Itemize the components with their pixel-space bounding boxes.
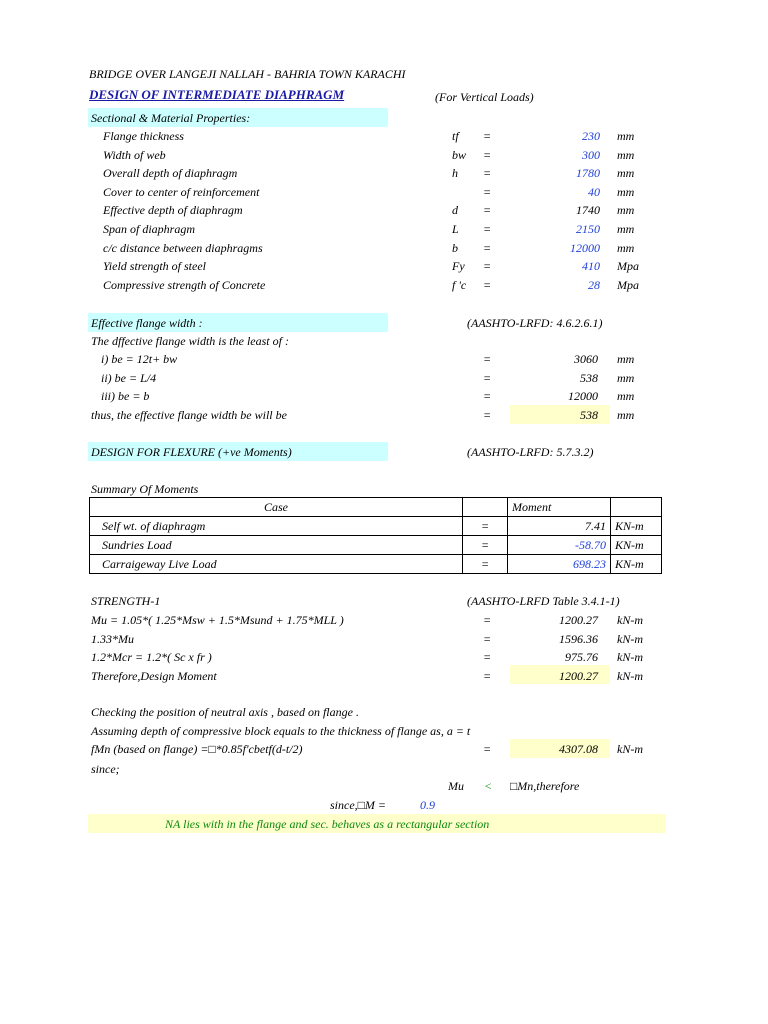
strength-value: 1200.27 bbox=[559, 613, 598, 627]
strength-value: 1200.27 bbox=[559, 668, 598, 683]
table-cell-case: Self wt. of diaphragm bbox=[90, 517, 463, 536]
property-label: Width of web bbox=[103, 147, 166, 162]
property-unit: mm bbox=[617, 184, 635, 199]
strength-eq: = bbox=[483, 613, 492, 627]
property-eq: = bbox=[483, 184, 492, 199]
flange-eq: = bbox=[483, 370, 492, 385]
property-label: Overall depth of diaphragm bbox=[103, 166, 238, 181]
strength-reference: (AASHTO-LRFD Table 3.4.1-1) bbox=[467, 594, 620, 608]
strength-value: 975.76 bbox=[565, 650, 598, 665]
phi-value: 0.9 bbox=[420, 798, 435, 812]
moments-table bbox=[89, 497, 662, 574]
strength-unit: kN-m bbox=[617, 631, 643, 646]
property-label: Cover to center of reinforcement bbox=[103, 184, 260, 199]
table-cell-unit: KN-m bbox=[611, 517, 662, 536]
section-heading-flange: Effective flange width : bbox=[91, 316, 203, 330]
table-cell-case: Sundries Load bbox=[90, 536, 463, 555]
property-value: 40 bbox=[588, 184, 600, 199]
property-unit: mm bbox=[617, 147, 635, 162]
strength-unit: kN-m bbox=[617, 668, 643, 683]
strength-eq: = bbox=[483, 668, 492, 683]
flexure-reference: (AASHTO-LRFD: 5.7.3.2) bbox=[467, 445, 594, 459]
since-phi-label: since,□M = bbox=[330, 798, 386, 812]
property-symbol: bw bbox=[452, 147, 467, 162]
table-header-row bbox=[90, 498, 662, 517]
table-header-case: Case bbox=[90, 498, 463, 517]
strength-heading: STRENGTH-1 bbox=[91, 594, 161, 608]
phimn-therefore: □Mn,therefore bbox=[510, 779, 580, 793]
property-unit: mm bbox=[617, 129, 635, 143]
table-row bbox=[90, 555, 662, 574]
strength-eq: = bbox=[483, 650, 492, 665]
table-cell-unit: KN-m bbox=[611, 555, 662, 574]
table-cell-unit: KN-m bbox=[611, 536, 662, 555]
table-cell-moment: 698.23 bbox=[508, 555, 611, 574]
table-cell-eq: = bbox=[463, 555, 508, 574]
property-label: Compressive strength of Concrete bbox=[103, 277, 266, 292]
property-unit: Mpa bbox=[617, 259, 639, 274]
less-than-symbol: < bbox=[484, 779, 493, 793]
strength-unit: kN-m bbox=[617, 650, 643, 665]
property-eq: = bbox=[483, 222, 492, 236]
property-label: Span of diaphragm bbox=[103, 222, 196, 236]
property-eq: = bbox=[483, 166, 492, 181]
strength-label: Mu = 1.05*( 1.25*Msw + 1.5*Msund + 1.75*MLL ) bbox=[91, 613, 344, 627]
table-cell-eq: = bbox=[463, 536, 508, 555]
section-heading-properties: Sectional & Material Properties: bbox=[91, 111, 251, 125]
flange-value: 3060 bbox=[574, 352, 598, 366]
strength-label: 1.2*Mcr = 1.2*( Sc x fr ) bbox=[91, 650, 212, 665]
property-symbol: f 'c bbox=[452, 277, 467, 292]
property-eq: = bbox=[483, 129, 492, 143]
flange-value: 12000 bbox=[568, 389, 598, 404]
property-symbol: b bbox=[452, 240, 458, 255]
property-unit: mm bbox=[617, 222, 635, 236]
flange-label: i) be = 12t+ bw bbox=[101, 352, 178, 366]
property-value: 1780 bbox=[576, 166, 600, 181]
flange-label: thus, the effective flange width be will be bbox=[91, 407, 287, 422]
property-eq: = bbox=[483, 147, 492, 162]
mu-symbol: Mu bbox=[448, 779, 464, 793]
flange-unit: mm bbox=[617, 389, 635, 404]
since-label: since; bbox=[91, 762, 120, 776]
property-label: Yield strength of steel bbox=[103, 259, 206, 274]
property-value: 1740 bbox=[576, 203, 600, 218]
flange-eq: = bbox=[483, 407, 492, 422]
check-line-1: Checking the position of neutral axis , based on flange . bbox=[91, 705, 359, 719]
flange-value: 538 bbox=[580, 407, 598, 422]
property-symbol: Fy bbox=[452, 259, 465, 274]
table-cell-eq: = bbox=[463, 517, 508, 536]
flange-unit: mm bbox=[617, 370, 635, 385]
table-header-moment: Moment bbox=[508, 498, 611, 517]
flange-eq: = bbox=[483, 389, 492, 404]
flange-eq: = bbox=[483, 352, 492, 366]
check-line-2: Assuming depth of compressive block equals to the thickness of flange as, a = t bbox=[91, 724, 471, 738]
page-subtitle: (For Vertical Loads) bbox=[435, 90, 534, 104]
table-cell-moment: -58.70 bbox=[508, 536, 611, 555]
property-symbol: d bbox=[452, 203, 458, 218]
table-header-unit bbox=[611, 498, 662, 517]
strength-value: 1596.36 bbox=[559, 631, 598, 646]
property-symbol: L bbox=[452, 222, 459, 236]
strength-label: Therefore,Design Moment bbox=[91, 668, 217, 683]
property-eq: = bbox=[483, 203, 492, 218]
table-cell-moment: 7.41 bbox=[508, 517, 611, 536]
table-cell-case: Carraigeway Live Load bbox=[90, 555, 463, 574]
property-unit: mm bbox=[617, 166, 635, 181]
table-header-eq bbox=[463, 498, 508, 517]
property-value: 28 bbox=[588, 277, 600, 292]
project-title: BRIDGE OVER LANGEJI NALLAH - BAHRIA TOWN KARACHI bbox=[89, 67, 406, 81]
property-eq: = bbox=[483, 277, 492, 292]
strength-label: 1.33*Mu bbox=[91, 631, 134, 646]
flange-value: 538 bbox=[580, 370, 598, 385]
flange-unit: mm bbox=[617, 407, 635, 422]
moments-summary-title: Summary Of Moments bbox=[91, 482, 199, 496]
flange-reference: (AASHTO-LRFD: 4.6.2.6.1) bbox=[467, 316, 603, 330]
phimn-unit: kN-m bbox=[617, 742, 643, 756]
strength-eq: = bbox=[483, 631, 492, 646]
flange-label: iii) be = b bbox=[101, 389, 150, 404]
phimn-eq: = bbox=[483, 742, 492, 756]
property-value: 12000 bbox=[570, 240, 600, 255]
property-symbol: tf bbox=[452, 129, 459, 143]
property-eq: = bbox=[483, 240, 492, 255]
property-label: Flange thickness bbox=[103, 129, 184, 143]
strength-unit: kN-m bbox=[617, 613, 643, 627]
property-unit: mm bbox=[617, 240, 635, 255]
property-eq: = bbox=[483, 259, 492, 274]
table-row bbox=[90, 536, 662, 555]
property-label: c/c distance between diaphragms bbox=[103, 240, 263, 255]
flange-label: ii) be = L/4 bbox=[101, 370, 157, 385]
flange-unit: mm bbox=[617, 352, 635, 366]
table-row bbox=[90, 517, 662, 536]
page-title: DESIGN OF INTERMEDIATE DIAPHRAGM bbox=[89, 87, 345, 102]
section-heading-flexure: DESIGN FOR FLEXURE (+ve Moments) bbox=[91, 445, 292, 459]
conclusion-text: NA lies with in the flange and sec. behaves as a rectangular section bbox=[165, 817, 490, 831]
property-value: 2150 bbox=[576, 222, 600, 236]
property-value: 410 bbox=[582, 259, 600, 274]
property-unit: Mpa bbox=[617, 277, 639, 292]
phimn-value: 4307.08 bbox=[559, 742, 598, 756]
property-unit: mm bbox=[617, 203, 635, 218]
flange-intro: The dffective flange width is the least of : bbox=[91, 334, 289, 348]
property-symbol: h bbox=[452, 166, 458, 181]
phimn-label: fMn (based on flange) =□*0.85f'cbetf(d-t/2) bbox=[91, 742, 303, 756]
property-label: Effective depth of diaphragm bbox=[103, 203, 243, 218]
property-value: 300 bbox=[582, 147, 600, 162]
property-value: 230 bbox=[582, 129, 600, 143]
